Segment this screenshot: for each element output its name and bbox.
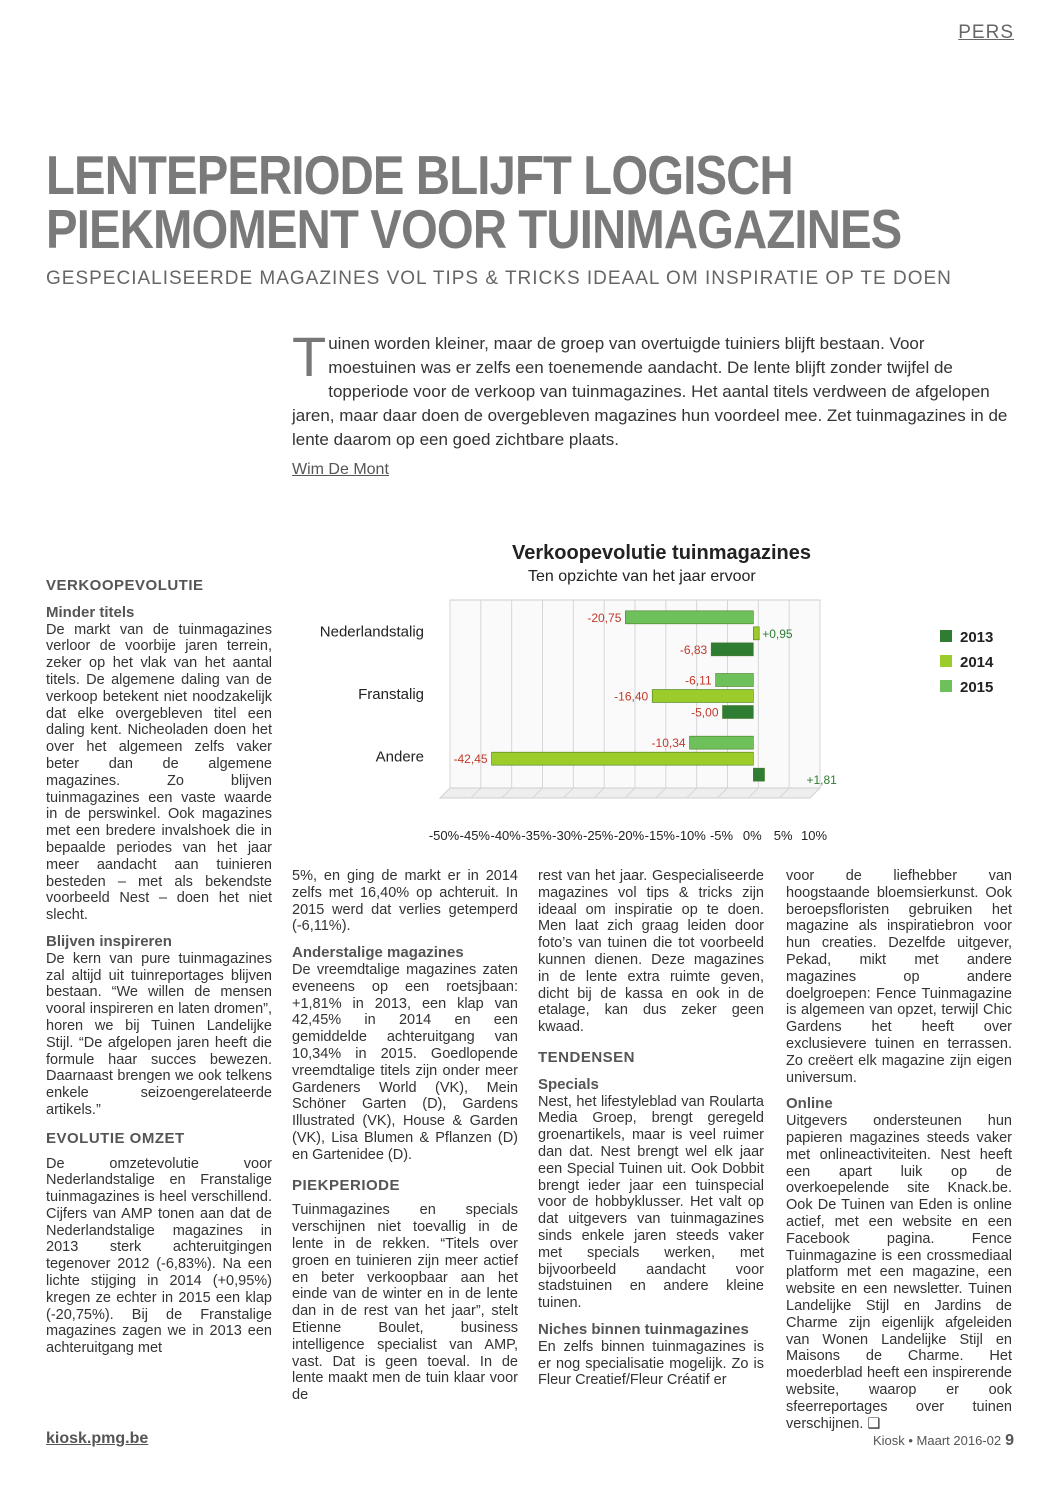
x-tick-label: -20% xyxy=(613,828,645,843)
category-label: Franstalig xyxy=(358,686,424,703)
paragraph: voor de liefhebber van hoogstaande bloemsierkunst. Ook beroepsfloristen gebruiken het magazine als inspiratiebron voor hun creaties. Dezelfde uitgever, Pekad, mikt met andere magazines op andere doelgroepen: Fence Tuinmagazine is algemeen van opzet, terwijl Chic Gardens het heeft over exclusievere tuinen en terrassen. Zo creëert elk magazine zijn eigen universum. xyxy=(786,868,1012,1086)
author-link[interactable]: Wim De Mont xyxy=(292,461,389,478)
data-label: +0,95 xyxy=(762,626,793,641)
x-tick-label: -10% xyxy=(675,828,706,843)
x-tick-label: 5% xyxy=(773,828,793,843)
headline-line-2: PIEKMOMENT VOOR TUINMAGAZINES xyxy=(46,198,902,260)
data-label: -42,45 xyxy=(453,752,488,767)
legend-label: 2015 xyxy=(960,679,994,696)
data-label: +1,81 xyxy=(806,773,837,788)
footer-issue-text: Kiosk • Maart 2016-02 xyxy=(872,1433,1002,1448)
column-2 xyxy=(292,868,518,1404)
x-tick-label: -35% xyxy=(521,828,552,843)
bar-2013 xyxy=(711,643,753,656)
section-heading: VERKOOPEVOLUTIE xyxy=(46,577,204,594)
data-label: -5,00 xyxy=(691,705,719,720)
paragraph: Uitgevers ondersteunen hun papieren magazines steeds vaker met onlineactiviteiten. Nest heeft een apart luik op de overkoepelende site Knack.be. Ook De Tuinen van Eden is online actief, met een website en een Facebook pagina. Fence Tuinmagazine is een crossmediaal platform met een magazine, een website en een newsletter. Tuinen Landelijke Stijl en Jardins de Charme zijn eigenlijk afgeleiden van Wonen Landelijke Stijl en Maisons de Charme. Het moederblad heeft een inspirerende website, waarop er ook sfeerreportages over tuinen verschijnen. ❑ xyxy=(786,1113,1012,1432)
intro-paragraph xyxy=(292,325,1012,452)
bar-2013 xyxy=(723,706,754,719)
subheading: Specials xyxy=(538,1075,599,1093)
chart-subtitle: Ten opzichte van het jaar ervoor xyxy=(528,568,756,585)
bar-2014 xyxy=(652,690,753,703)
legend-swatch-2013 xyxy=(940,630,952,642)
x-tick-label: -5% xyxy=(709,828,734,843)
x-tick-label: -45% xyxy=(459,828,491,843)
data-label: -6,11 xyxy=(685,673,712,688)
chart xyxy=(290,588,1010,848)
bar-2015 xyxy=(625,611,753,624)
subheadline: GESPECIALISEERDE MAGAZINES VOL TIPS & TRICKS IDEAAL OM INSPIRATIE OP TE DOEN xyxy=(46,268,952,289)
paragraph: Nest, het lifestyleblad van Roularta Media Groep, brengt geregeld groenartikels, maar is veel ruimer dan dat. Nest brengt wel elk jaar een Special Tuinen uit. Ook Dobbit brengt ieder jaar een tuinspecial voor de hobbyklusser. Het valt op dat uitgevers van tuinmagazines sinds enkele jaren steeds vaker met specials werken, met bijvoorbeeld aandacht voor stadstuinen en andere kleine tuinen. xyxy=(538,1093,764,1312)
bar-2014 xyxy=(753,627,759,640)
column-4 xyxy=(786,868,1012,1432)
section-heading: PIEKPERIODE xyxy=(292,1176,401,1194)
subheading: Blijven inspireren xyxy=(46,932,172,950)
data-label: -6,83 xyxy=(679,642,708,657)
legend-swatch-2015 xyxy=(940,680,952,692)
bar-2014 xyxy=(492,752,754,765)
footer-issue xyxy=(873,1432,1014,1450)
x-tick-label: -50% xyxy=(428,828,460,843)
column-3 xyxy=(538,868,764,1389)
x-tick-label: -25% xyxy=(582,828,614,843)
page-number: 9 xyxy=(1005,1432,1014,1449)
x-tick-label: 0% xyxy=(742,828,762,843)
bar-2015 xyxy=(716,674,754,687)
paragraph: De kern van pure tuinmagazines zal altijd uit tuinreportages blijven bestaan. “We willen de mensen vooral inspireren en laten dromen”, horen we bij Tuinen Landelijke Stijl. “De afgelopen jaren heeft die formule haar succes bewezen. Daarnaast brengen we ook telkens enkele seizoengerelateerde artikels.” xyxy=(46,950,272,1118)
section-heading: EVOLUTIE OMZET xyxy=(46,1129,185,1147)
headline-line-1: LENTEPERIODE BLIJFT LOGISCH xyxy=(46,144,793,206)
paragraph: De omzetevolutie voor Nederlandstalige en Franstalige tuinmagazines is heel verschillend. Cijfers van AMP tonen aan dat de Nederlandstalige magazines in 2013 sterk achteruitgingen tegenover 2012 (-6,83%). Na een lichte stijging in 2014 (+0,95%) kregen ze echter in 2015 een klap (-20,75%). Bij de Franstalige magazines zagen we in 2013 een achteruitgang met xyxy=(46,1155,272,1357)
intro-dropcap: T xyxy=(292,325,327,388)
paragraph: Tuinmagazines en specials verschijnen niet toevallig in de lente in de rekken. “Titels over groen en tuinieren zijn meer actief en beter verkoopbaar aan het einde van de winter en in de lente dan in de rest van het jaar”, stelt Etienne Boulet, business intelligence specialist van AMP, vast. Dat is geen toeval. In de lente maakt men de tuin klaar voor de xyxy=(292,1202,518,1404)
paragraph: rest van het jaar. Gespecialiseerde magazines vol tips & tricks zijn ideaal om inspiratie op te doen. Men laat zich graag leiden door foto’s van tuinen die tot voorbeeld kunnen dienen. Deze magazines in de lente extra ruimte geven, dicht bij de kassa en ook in de etalage, kan dus zeker geen kwaad. xyxy=(538,868,764,1036)
bar-2013 xyxy=(753,768,764,781)
paragraph: De markt van de tuinmagazines verloor de voorbije jaren terrein, zeker op het vlak van het aantal titels. De algemene daling van de verkoop betekent niet noodzakelijk dat elke overgebleven titel een daling kent. Nicheoladen doen het over het algemeen zelfs vaker beter dan de algemene magazines. Zo blijven tuinmagazines een vaste waarde in de perswinkel. Ook magazines met een bredere invalshoek die in bepaalde periodes van het jaar meer aandacht aan tuinieren besteden – met als bekendste voorbeeld Nest – doen het niet slecht. xyxy=(46,621,272,924)
column-1 xyxy=(46,578,272,1357)
legend-swatch-2014 xyxy=(940,655,952,667)
category-label: Nederlandstalig xyxy=(319,623,424,641)
footer-site-link[interactable]: kiosk.pmg.be xyxy=(46,1430,149,1447)
section-tag: PERS xyxy=(958,22,1014,43)
section-heading: TENDENSEN xyxy=(538,1048,636,1066)
data-label: -10,34 xyxy=(651,736,686,751)
x-tick-label: -15% xyxy=(644,828,676,843)
data-label: -20,75 xyxy=(587,610,622,625)
paragraph: En zelfs binnen tuinmagazines is er nog specialisatie mogelijk. Zo is Fleur Creatief/Fleur Créatif er xyxy=(538,1338,764,1389)
category-label: Andere xyxy=(375,748,424,766)
intro-text: uinen worden kleiner, maar de groep van overtuigde tuiniers blijft bestaan. Voor moestuinen was er zelfs een toenemende aandacht. De lente blijft zonder twijfel de topperiode voor de verkoop van tuinmagazines. Het aantal titels verdween de afgelopen jaren, maar daar doen de overgebleven magazines hun voordeel mee. Zet tuinmagazines in de lente daarom op een goed zichtbare plaats. xyxy=(292,334,1008,449)
subheading: Online xyxy=(786,1095,833,1113)
headline xyxy=(46,144,902,260)
x-tick-label: -40% xyxy=(490,828,521,843)
subheading: Anderstalige magazines xyxy=(292,944,464,962)
x-tick-label: -30% xyxy=(552,828,583,843)
subheading: Niches binnen tuinmagazines xyxy=(538,1320,749,1338)
chart-title: Verkoopevolutie tuinmagazines xyxy=(512,542,811,564)
paragraph: De vreemdtalige magazines zaten eveneens op een roetsjbaan: +1,81% in 2013, een klap van 42,45% in 2014 en een gemiddelde achteruitgang van 10,34% in 2015. Goedlopende vreemdtalige titels zijn onder meer Gardeners World (VK), Mein Schöner Garten (D), Gardens Illustrated (VK), House & Garden (VK), Lisa Blumen & Pflanzen (D) en Gartenidee (D). xyxy=(292,961,518,1163)
data-label: -16,40 xyxy=(614,689,649,704)
legend-label: 2014 xyxy=(960,654,994,671)
paragraph: 5%, en ging de markt er in 2014 zelfs met 16,40% op achteruit. In 2015 werd dat verlies getemperd (-6,11%). xyxy=(292,868,518,935)
x-tick-label: 10% xyxy=(800,828,828,843)
subheading: Minder titels xyxy=(46,603,135,621)
legend-label: 2013 xyxy=(960,629,994,646)
bar-2015 xyxy=(690,736,754,749)
